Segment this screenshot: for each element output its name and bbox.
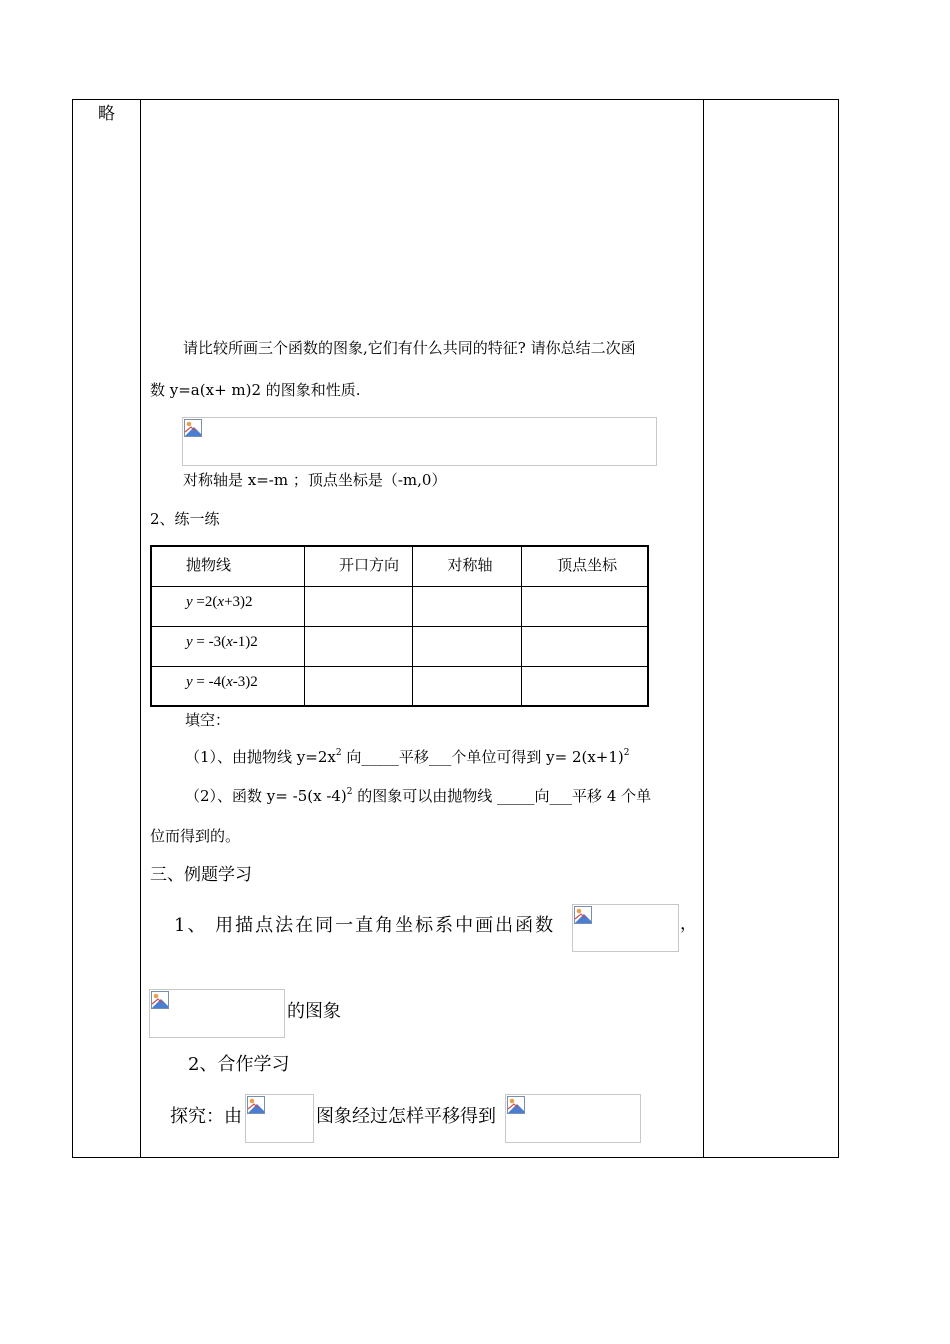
fill-blank-q2: （2）、函数 y= -5(x -4)$^2$ 的图象可以由抛物线 _____向___平移 4 个单 [185,787,652,805]
broken-image-icon [574,906,592,924]
table-header-cell: 抛物线 [151,546,305,586]
section3-title: 三、例题学习 [150,865,252,885]
example2-title: 2、合作学习 [188,1054,290,1075]
practice-heading: 2、练一练 [150,510,220,528]
table-header-cell: 开口方向 [305,546,413,586]
explore-text-b: 图象经过怎样平移得到 [316,1106,496,1127]
table-row [151,626,648,666]
table-cell [412,626,522,666]
parabola-cell: y =2(x+3)2 [151,586,305,626]
practice-table [150,545,649,707]
table-cell [305,586,413,626]
broken-image-icon [247,1096,265,1114]
table-cell [522,586,648,626]
frame-left-line [72,99,73,1158]
fill-blank-title: 填空： [185,711,231,729]
explore-text-a: 探究：由 [170,1106,242,1127]
function-image-placeholder-3 [245,1094,314,1143]
left-column-label: 略 [98,104,115,124]
table-row [151,666,648,706]
table-cell [522,666,648,706]
function-image-placeholder-2 [149,989,285,1038]
frame-bottom-line [72,1157,839,1158]
table-cell [412,666,522,706]
table-cell [305,626,413,666]
table-header-cell: 顶点坐标 [522,546,648,586]
example1-comma: ， [680,914,697,934]
table-cell [305,666,413,706]
table-header-row [151,546,648,586]
function-image-placeholder-4 [505,1094,641,1143]
example1-text: 1、 用描点法在同一直角坐标系中画出函数 [174,915,556,936]
broken-image-icon [507,1096,525,1114]
table-row [151,586,648,626]
frame-divider-2 [703,99,704,1158]
broken-image-icon [151,991,169,1009]
compare-text-line1: 请比较所画三个函数的图象,它们有什么共同的特征? 请你总结二次函 [183,339,636,357]
function-image-placeholder-1 [572,904,679,952]
broken-image-icon [184,419,202,437]
table-cell [412,586,522,626]
parabola-cell: y = -4(x-3)2 [151,666,305,706]
compare-text-line2: 数 y=a(x+ m)2 的图象和性质. [150,381,361,399]
fill-blank-q1: （1）、由抛物线 $y=2x^2$ 向_____平移___个单位可得到 $y= 2(x+1)^2$ [185,748,630,766]
parabola-cell: y = -3(x-1)2 [151,626,305,666]
frame-divider-1 [140,99,141,1158]
frame-top-line [72,99,839,100]
fill-blank-q2-line2: 位而得到的。 [150,827,241,845]
example1-tail: 的图象 [287,1001,341,1022]
axis-vertex-text: 对称轴是 x=-m ；顶点坐标是（-m,0） [183,471,447,489]
formula-image-placeholder [182,417,657,466]
table-header-cell: 对称轴 [412,546,522,586]
table-cell [522,626,648,666]
frame-right-line [838,99,839,1158]
